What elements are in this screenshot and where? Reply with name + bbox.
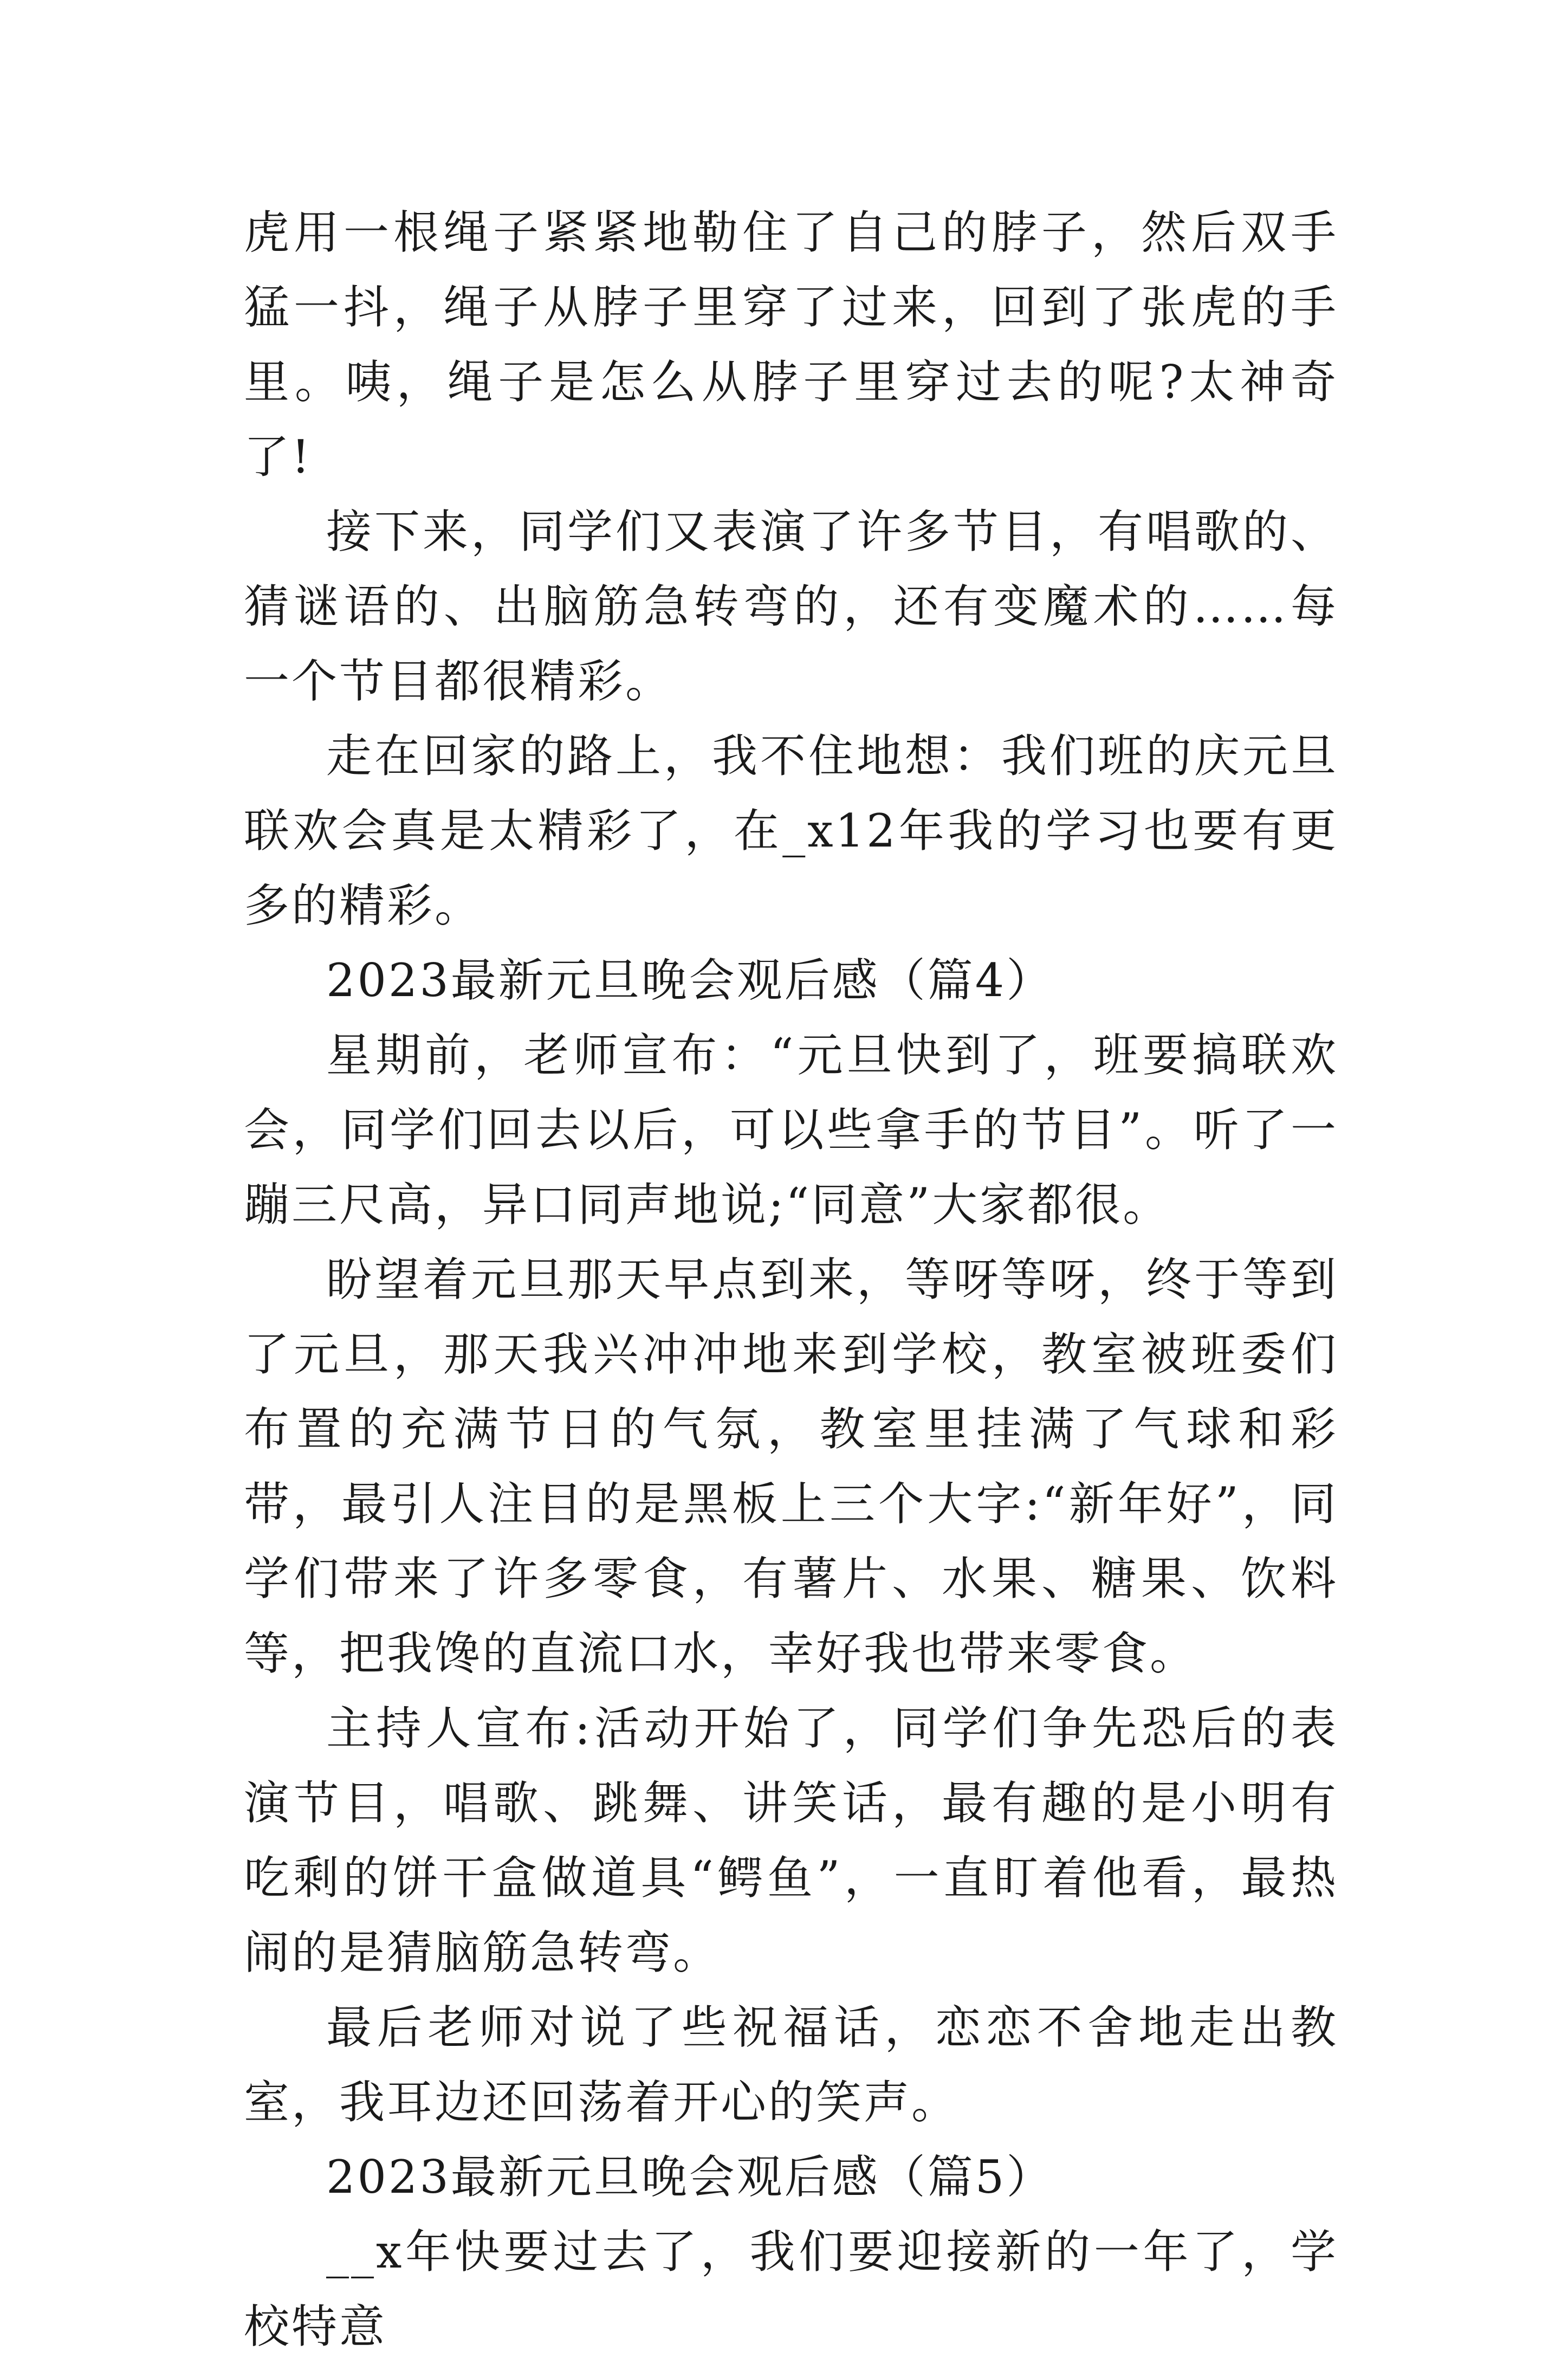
section-heading: 2023最新元旦晚会观后感（篇4） — [326, 954, 1054, 1007]
paragraph: 虎用一根绳子紧紧地勒住了自己的脖子，然后双手猛一抖，绳子从脖子里穿了过来，回到了张虎的手里。咦，绳子是怎么从脖子里穿过去的呢?太神奇了! — [244, 206, 1338, 483]
paragraph: 接下来，同学们又表演了许多节目，有唱歌的、猜谜语的、出脑筋急转弯的，还有变魔术的……每一个节目都很精彩。 — [244, 505, 1338, 708]
paragraph: 主持人宣布:活动开始了，同学们争先恐后的表演节目，唱歌、跳舞、讲笑话，最有趣的是小明有吃剩的饼干盒做道具“鳄鱼”，一直盯着他看，最热闹的是猜脑筋急转弯。 — [244, 1702, 1338, 1979]
document-body — [244, 195, 1338, 2364]
paragraph: 最后老师对说了些祝福话，恋恋不舍地走出教室，我耳边还回荡着开心的笑声。 — [244, 2001, 1338, 2129]
section-heading: 2023最新元旦晚会观后感（篇5） — [326, 2150, 1054, 2204]
paragraph: 盼望着元旦那天早点到来，等呀等呀，终于等到了元旦，那天我兴冲冲地来到学校，教室被班委们布置的充满节日的气氛，教室里挂满了气球和彩带，最引人注目的是黑板上三个大字:“新年好”，同学们带来了许多零食，有薯片、水果、糖果、饮料等，把我馋的直流口水，幸好我也带来零食。 — [244, 1253, 1338, 1680]
paragraph: 星期前，老师宣布：“元旦快到了，班要搞联欢会，同学们回去以后，可以些拿手的节目”。听了一蹦三尺高，异口同声地说;“同意”大家都很。 — [244, 1029, 1338, 1231]
paragraph: __x年快要过去了，我们要迎接新的一年了，学校特意 — [244, 2225, 1338, 2353]
paragraph: 走在回家的路上，我不住地想：我们班的庆元旦联欢会真是太精彩了，在_x12年我的学习也要有更多的精彩。 — [244, 729, 1338, 932]
